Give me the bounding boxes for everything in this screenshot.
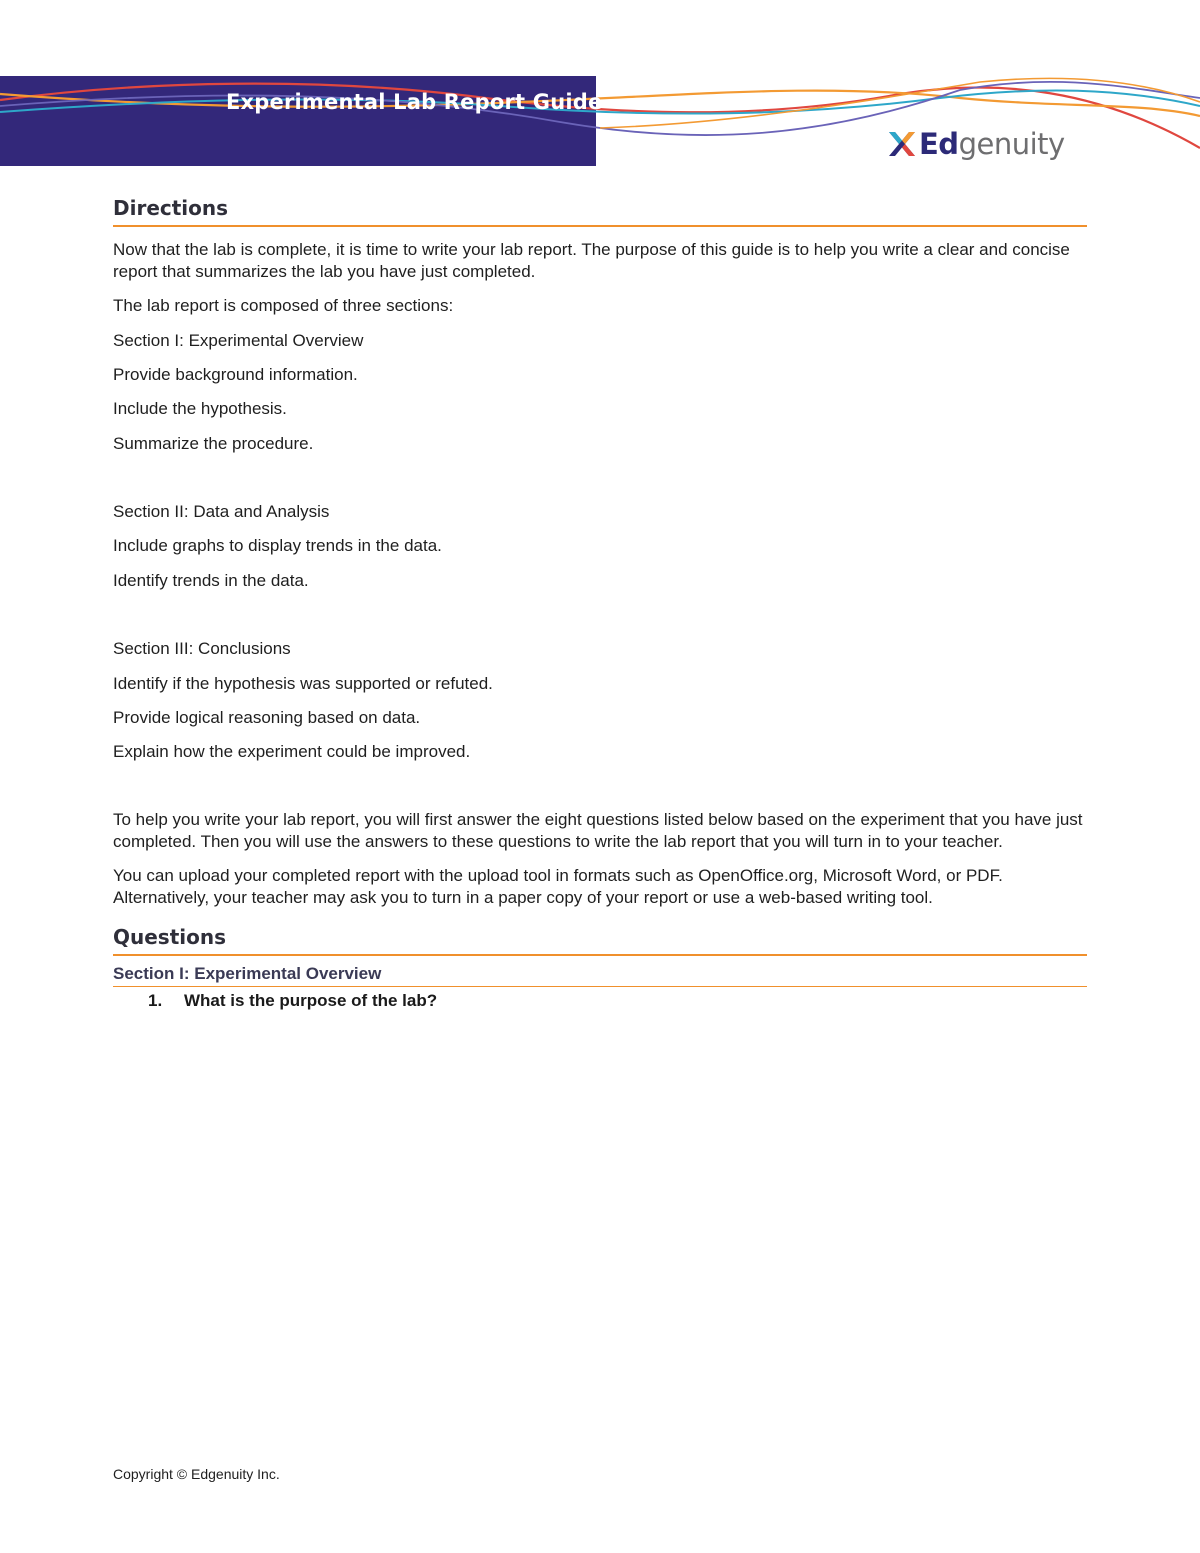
section-3-item: Provide logical reasoning based on data. <box>113 708 421 727</box>
question-number: 1. <box>148 991 163 1010</box>
page-header <box>0 76 1200 168</box>
section-3-item: Identify if the hypothesis was supported or refuted. <box>113 674 493 693</box>
section-2-title: Section II: Data and Analysis <box>113 502 330 521</box>
document-body <box>113 196 1087 1011</box>
question-text: What is the purpose of the lab? <box>184 991 438 1010</box>
question-item <box>148 991 1087 1011</box>
section-1-item: Summarize the procedure. <box>113 434 314 453</box>
questions-section-title: Section I: Experimental Overview <box>113 964 1087 987</box>
document-title: Experimental Lab Report Guide <box>226 90 603 114</box>
edgenuity-x-icon <box>886 128 918 160</box>
logo-wordmark: Edgenuity <box>919 126 1065 161</box>
section-1-item: Provide background information. <box>113 365 358 384</box>
edgenuity-logo <box>886 124 1065 164</box>
section-2-item: Identify trends in the data. <box>113 571 309 590</box>
help-paragraph: To help you write your lab report, you will first answer the eight questions listed below based on the experiment that you have just completed. Then you will use the answers to these questions to write the lab report that you will turn in to your teacher. <box>113 810 1083 851</box>
section-3-title: Section III: Conclusions <box>113 639 291 658</box>
section-1-title: Section I: Experimental Overview <box>113 331 364 350</box>
upload-paragraph: You can upload your completed report with the upload tool in formats such as OpenOffice.org, Microsoft Word, or PDF. Alternatively, your teacher may ask you to turn in a paper copy of your report or use a web-based writing tool. <box>113 866 1003 907</box>
section-2-item: Include graphs to display trends in the data. <box>113 536 442 555</box>
section-1-item: Include the hypothesis. <box>113 399 287 418</box>
composed-text: The lab report is composed of three sections: <box>113 296 454 315</box>
directions-intro: Now that the lab is complete, it is time to write your lab report. The purpose of this guide is to help you write a clear and concise report that summarizes the lab you have just completed. <box>113 240 1070 281</box>
copyright-footer: Copyright © Edgenuity Inc. <box>113 1466 280 1482</box>
questions-heading: Questions <box>113 925 1087 956</box>
section-3-item: Explain how the experiment could be improved. <box>113 742 471 761</box>
directions-heading: Directions <box>113 196 1087 227</box>
